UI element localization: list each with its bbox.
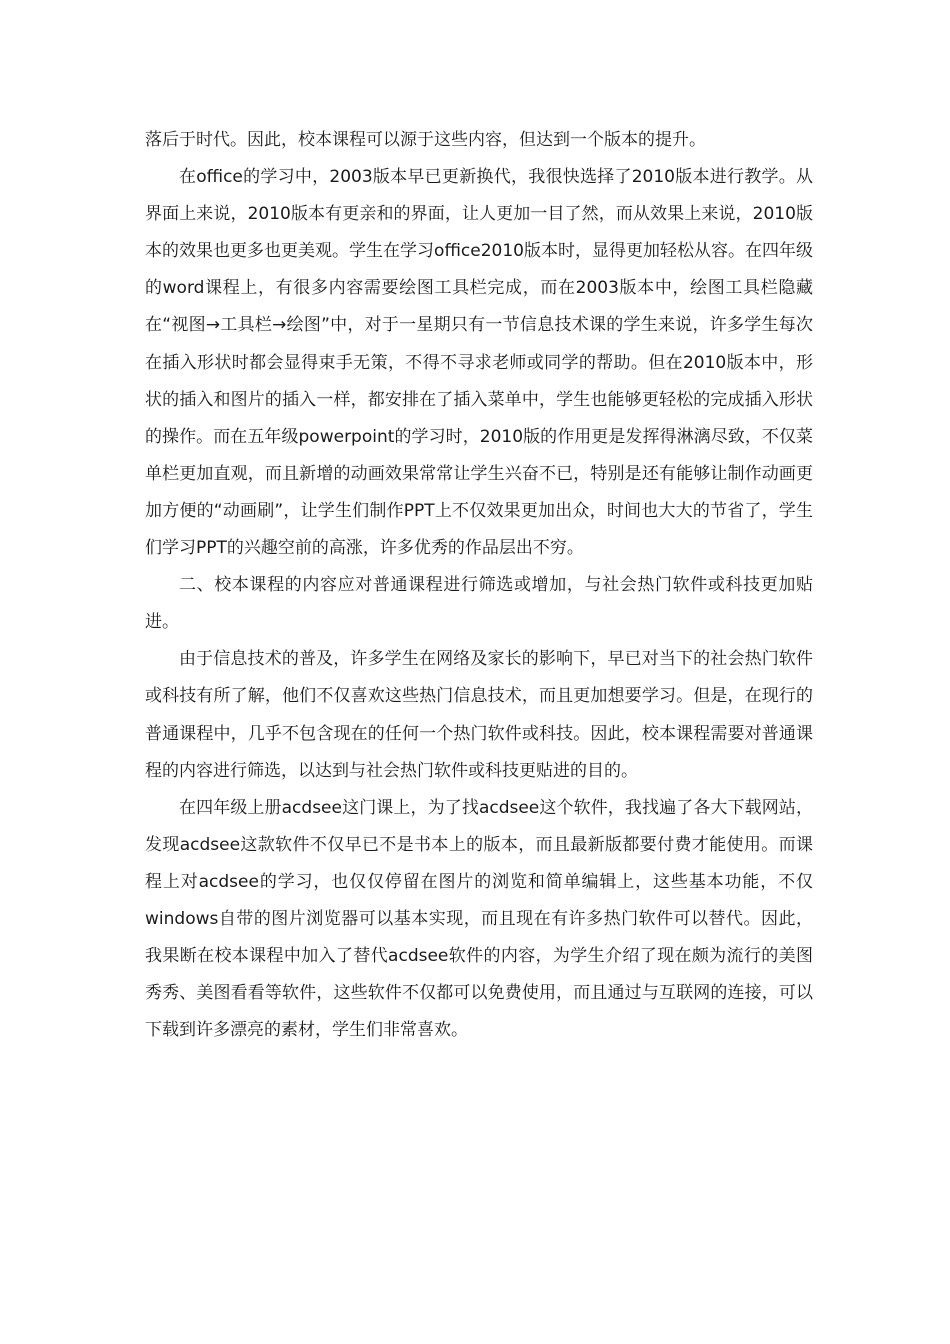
paragraph-2: 在office的学习中，2003版本早已更新换代，我很快选择了2010版本进行教学。从界面上来说，2010版本有更亲和的界面，让人更加一目了然，而从效果上来说，2010版本的效果也更多也更美观。学生在学习office2010版本时，显得更加轻松从容。在四年级的word课程上，有很多内容需要绘图工具栏完成，而在2003版本中，绘图工具栏隐藏在“视图→工具栏→绘图”中，对于一星期只有一节信息技术课的学生来说，许多学生每次在插入形状时都会显得束手无策，不得不寻求老师或同学的帮助。但在2010版本中，形状的插入和图片的插入一样，都安排在了插入菜单中，学生也能够更轻松的完成插入形状的操作。而在五年级powerpoint的学习时，2010版的作用更是发挥得淋漓尽致，不仅菜单栏更加直观，而且新增的动画效果常常让学生兴奋不已，特别是还有能够让制作动画更加方便的“动画刷”，让学生们制作PPT上不仅效果更加出众，时间也大大的节省了，学生们学习PPT的兴趣空前的高涨，许多优秀的作品层出不穷。 [145, 167, 813, 559]
document-body [145, 122, 813, 1049]
paragraph-3: 由于信息技术的普及，许多学生在网络及家长的影响下，早已对当下的社会热门软件或科技有所了解，他们不仅喜欢这些热门信息技术，而且更加想要学习。但是，在现行的普通课程中，几乎不包含现在的任何一个热门软件或科技。因此，校本课程需要对普通课程的内容进行筛选，以达到与社会热门软件或科技更贴进的目的。 [145, 649, 813, 781]
section-heading-2: 二、校本课程的内容应对普通课程进行筛选或增加，与社会热门软件或科技更加贴进。 [145, 575, 813, 633]
paragraph-4: 在四年级上册acdsee这门课上，为了找acdsee这个软件，我找遍了各大下载网站，发现acdsee这款软件不仅早已不是书本上的版本，而且最新版都要付费才能使用。而课程上对acdsee的学习，也仅仅停留在图片的浏览和简单编辑上，这些基本功能，不仅windows自带的图片浏览器可以基本实现，而且现在有许多热门软件可以替代。因此，我果断在校本课程中加入了替代acdsee软件的内容，为学生介绍了现在颇为流行的美图秀秀、美图看看等软件，这些软件不仅都可以免费使用，而且通过与互联网的连接，可以下载到许多漂亮的素材，学生们非常喜欢。 [145, 797, 813, 1041]
paragraph-1: 落后于时代。因此，校本课程可以源于这些内容，但达到一个版本的提升。 [145, 130, 706, 150]
